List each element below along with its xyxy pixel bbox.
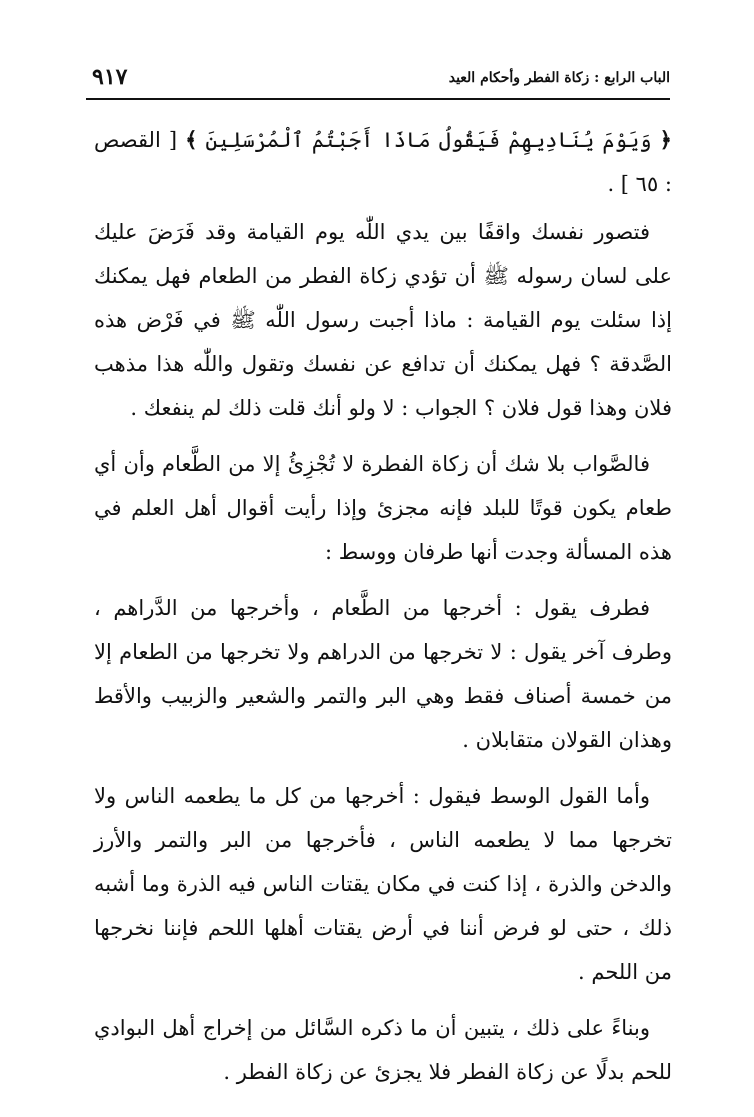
verse-close-bracket: ﴾ — [185, 127, 198, 152]
body-text — [94, 118, 672, 1106]
verse-text: وَيَوْمَ يُنَادِيهِمْ فَيَقُولُ مَاذَا أَجَبْتُمُ ٱلْمُرْسَلِينَ — [205, 128, 652, 152]
verse-open-bracket: ﴿ — [659, 127, 672, 152]
quran-verse — [94, 118, 672, 206]
verse-reference: [ القصص : ٦٥ ] . — [94, 128, 672, 196]
page-header — [86, 64, 670, 94]
paragraph-3: فطرف يقول : أخرجها من الطَّعام ، وأخرجها من الدَّراهم ، وطرف آخر يقول : لا تخرجها من الدراهم ولا تخرجها من الطعام إلا من خمسة أصناف فقط وهي البر والتمر والشعير والزبيب والأقط وهذان القولان متقابلان . — [94, 596, 672, 752]
running-title: الباب الرابع : زكاة الفطر وأحكام العيد — [448, 70, 670, 86]
paragraph-4: وأما القول الوسط فيقول : أخرجها من كل ما يطعمه الناس ولا تخرجها مما لا يطعمه الناس ، فأخرجها من البر والتمر والأرز والدخن والذرة ، إذا كنت في مكان يقتات الناس فيه الذرة وما أشبه ذلك ، حتى لو فرض أننا في أرض يقتات أهلها اللحم فإننا نخرجها من اللحم . — [94, 784, 672, 984]
page-number: ٩١٧ — [92, 64, 128, 90]
paragraph-1: فتصور نفسك واقفًا بين يدي اللّٰه يوم القيامة وقد فَرَضَ عليك على لسان رسوله ﷺ أن تؤدي زكاة الفطر من الطعام فهل يمكنك إذا سئلت يوم القيامة : ماذا أجبت رسول اللّٰه ﷺ في فَرْض هذه الصَّدقة ؟ فهل يمكنك أن تدافع عن نفسك وتقول واللّٰه هذا مذهب فلان وهذا قول فلان ؟ الجواب : لا ولو أنك قلت ذلك لم ينفعك . — [94, 220, 672, 420]
paragraph-5: وبناءً على ذلك ، يتبين أن ما ذكره السَّائل من إخراج أهل البوادي للحم بدلًا عن زكاة الفطر فلا يجزئ عن زكاة الفطر . — [94, 1016, 672, 1084]
paragraph-2: فالصَّواب بلا شك أن زكاة الفطرة لا تُجْزِئُ إلا من الطَّعام وأن أي طعام يكون قوتًا للبلد فإنه مجزئ وإذا رأيت أقوال أهل العلم في هذه المسألة وجدت أنها طرفان ووسط : — [94, 452, 672, 564]
header-rule — [86, 98, 670, 100]
